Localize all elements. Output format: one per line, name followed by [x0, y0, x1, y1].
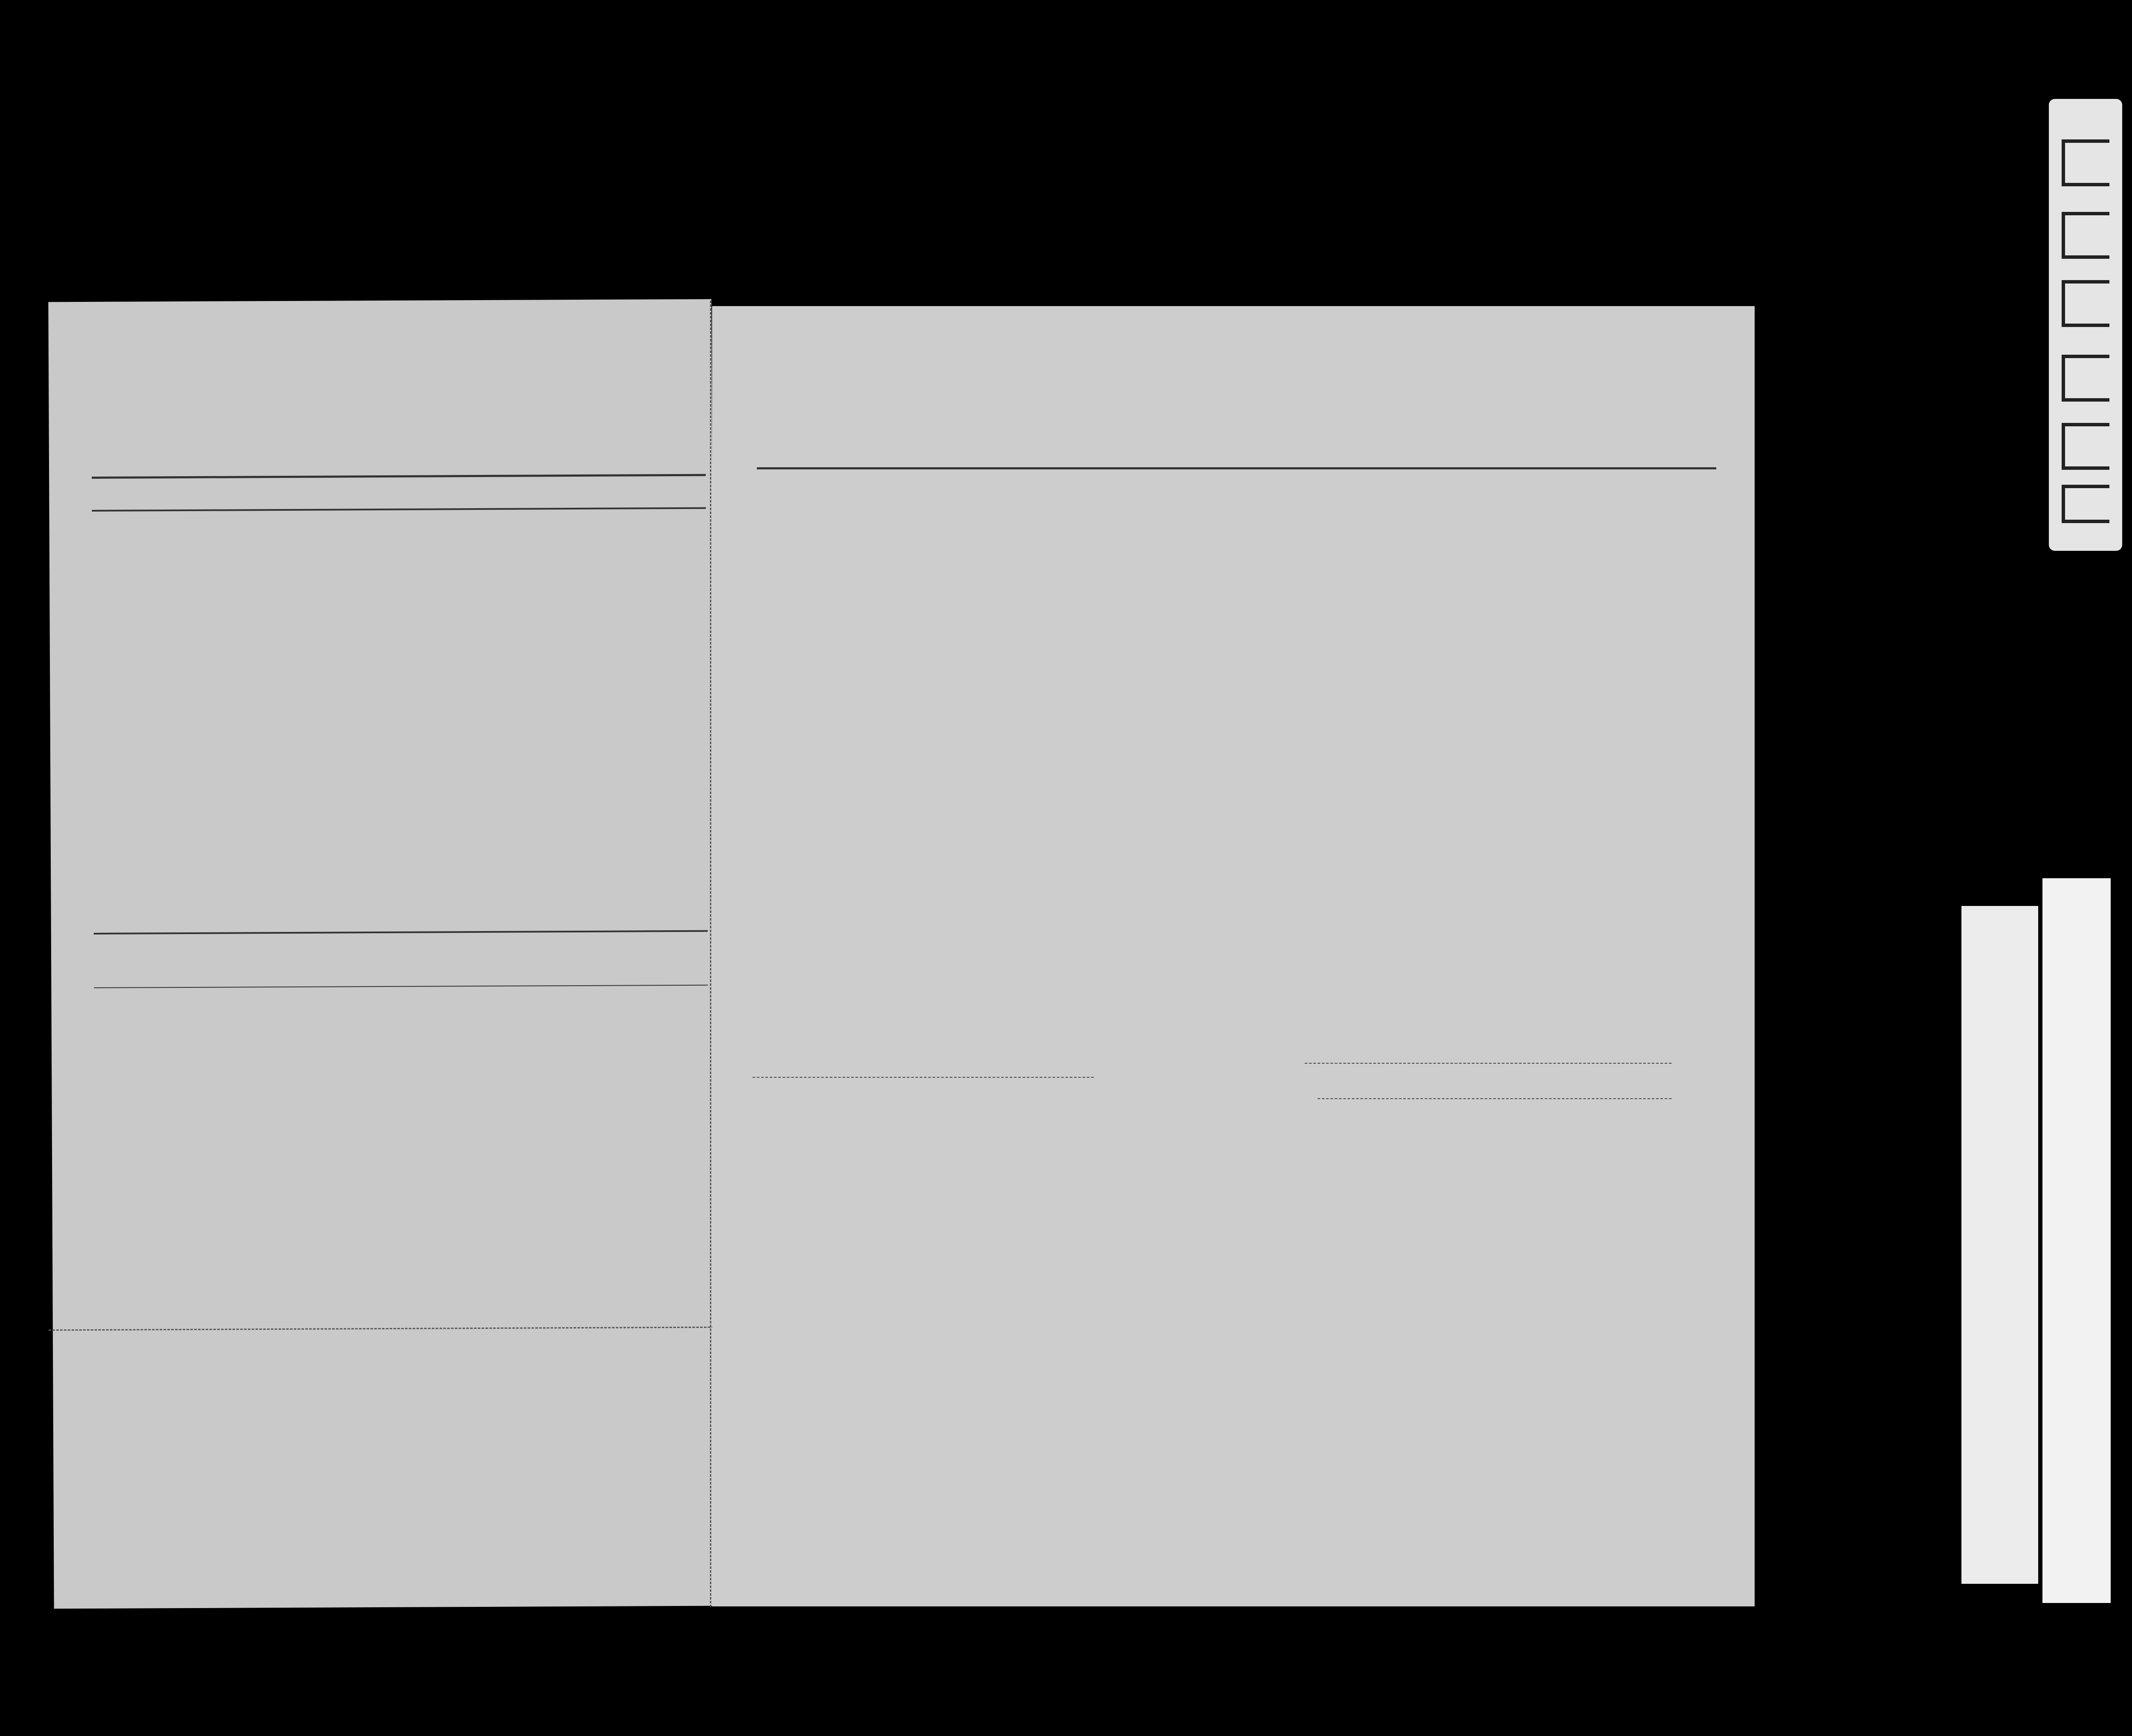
quitted-title — [95, 1172, 709, 1175]
page-fold — [710, 301, 711, 1607]
attached-table — [753, 844, 1714, 1006]
part-c-table — [96, 1421, 711, 1581]
joined-table — [94, 1024, 709, 1137]
form-page-1 — [48, 299, 717, 1609]
part-b-title — [154, 939, 623, 941]
archive-reference-label — [1961, 906, 2038, 1584]
part-c-title — [130, 1365, 667, 1367]
national-archives-label — [2042, 878, 2111, 1603]
joined-title — [94, 1003, 708, 1005]
quitted-table — [95, 1194, 709, 1307]
part-a-table — [92, 517, 707, 852]
frame-counter-chip — [2049, 99, 2122, 551]
form-page-2 — [712, 306, 1755, 1606]
nominal-roll-table — [757, 473, 1716, 1104]
